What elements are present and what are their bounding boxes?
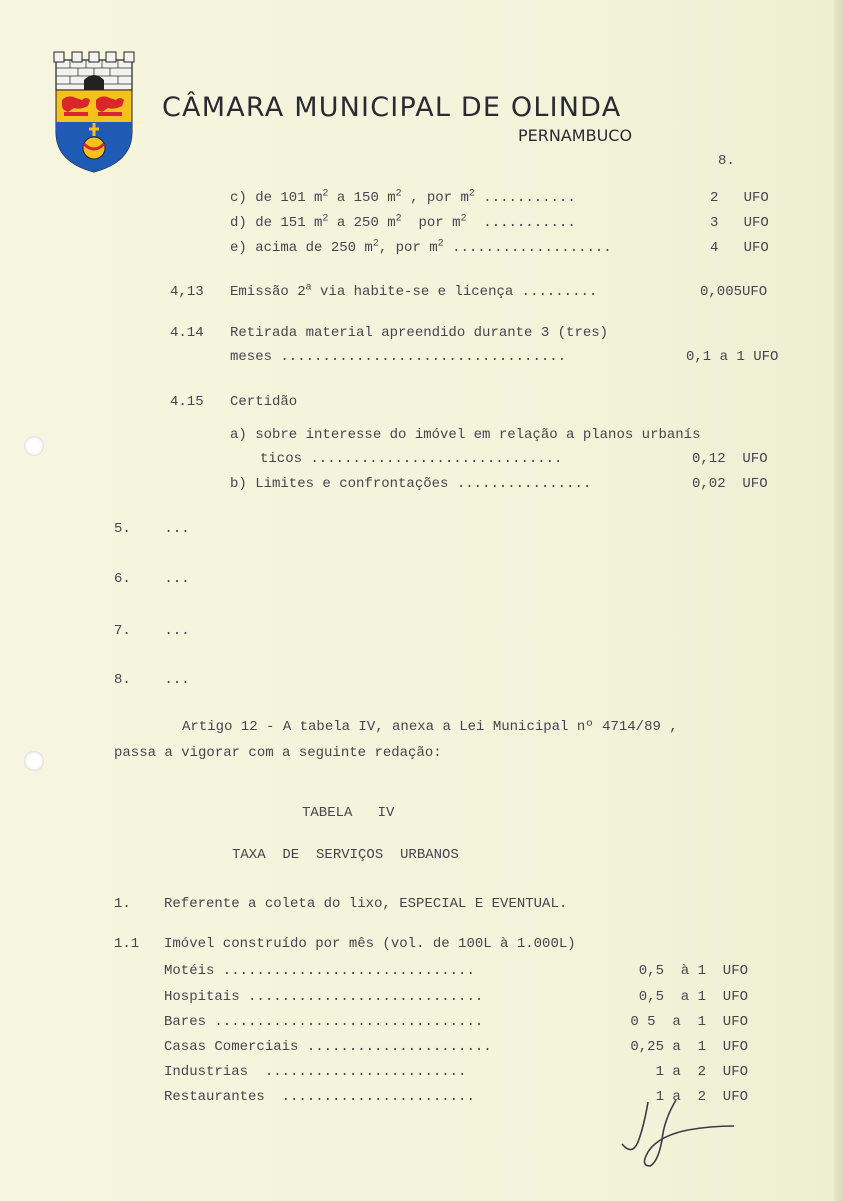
castle-tower-icon	[54, 52, 134, 90]
item-4-15-text: Certidão	[230, 394, 298, 410]
page-subtitle: PERNAMBUCO	[518, 126, 633, 145]
punch-hole-top	[24, 436, 44, 456]
fee-item-value: 0,25 a 1 UFO	[630, 1039, 748, 1055]
handwritten-signature	[618, 1096, 738, 1176]
item-4-15-a: a) sobre interesse do imóvel em relação a planos urbanís	[230, 427, 701, 443]
fee-item-name: Industrias ........................	[164, 1064, 467, 1080]
line-d: d) de 151 $m^2$ a 250 $m^2$ por $m^2$ ...........	[230, 213, 576, 231]
fee-item-name: Bares ................................	[164, 1014, 484, 1030]
section-8: 8. ...	[114, 672, 190, 688]
line-e: e) acima de 250 $m^2$, por $m^2$ ...................	[230, 238, 612, 256]
olinda-coat-of-arms	[50, 50, 138, 174]
fee-item-name: Casas Comerciais ......................	[164, 1039, 492, 1055]
page-edge	[834, 0, 844, 1201]
item-1-1-number: 1.1	[114, 936, 140, 952]
fee-item-value: 0 5 a 1 UFO	[630, 1014, 748, 1030]
item-1-text: Referente a coleta do lixo, ESPECIAL E EVENTUAL.	[164, 896, 568, 912]
item-4-15-b-value: 0,02 UFO	[692, 476, 768, 492]
section-5: 5. ...	[114, 521, 190, 537]
fee-item-name: Motéis ..............................	[164, 963, 475, 979]
article-12-line2: passa a vigorar com a seguinte redação:	[114, 745, 442, 761]
item-4-15-a-cont: ticos ..............................	[260, 451, 563, 467]
page-number: 8.	[718, 153, 735, 169]
section-6: 6. ...	[114, 571, 190, 587]
item-4-15-b: b) Limites e confrontações ................	[230, 476, 592, 492]
fee-item-name: Restaurantes .......................	[164, 1089, 475, 1105]
punch-hole-bottom	[24, 751, 44, 771]
table-subtitle: TAXA DE SERVIÇOS URBANOS	[232, 847, 459, 863]
article-12-line1: Artigo 12 - A tabela IV, anexa a Lei Municipal nº 4714/89 ,	[182, 719, 678, 735]
line-e-value: 4 UFO	[710, 240, 769, 256]
item-4-15-a-value: 0,12 UFO	[692, 451, 768, 467]
item-4-14-text-cont: meses ..................................	[230, 349, 567, 365]
section-7: 7. ...	[114, 623, 190, 639]
fee-item-value: 1 a 2 UFO	[655, 1089, 748, 1105]
fee-item-value: 0,5 à 1 UFO	[638, 963, 748, 979]
item-4-14-text: Retirada material apreendido durante 3 (tres)	[230, 325, 609, 341]
line-d-value: 3 UFO	[710, 215, 769, 231]
item-4-13-number: 4,13	[170, 284, 204, 300]
item-4-13-value: 0,005UFO	[700, 284, 768, 300]
table-title: TABELA IV	[302, 805, 395, 821]
item-4-14-number: 4.14	[170, 325, 204, 341]
line-c-value: 2 UFO	[710, 190, 769, 206]
fee-item-value: 0,5 a 1 UFO	[638, 989, 748, 1005]
item-1-number: 1.	[114, 896, 131, 912]
fee-item-value: 1 a 2 UFO	[655, 1064, 748, 1080]
page-title: CÂMARA MUNICIPAL DE OLINDA	[162, 92, 622, 123]
item-4-15-number: 4.15	[170, 394, 204, 410]
item-4-14-value: 0,1 a 1 UFO	[686, 349, 779, 365]
item-4-13-text: Emissão 2$^a$ via habite-se e licença .........	[230, 282, 598, 300]
item-1-1-text: Imóvel construído por mês (vol. de 100L à 1.000L)	[164, 936, 576, 952]
line-c: c) de 101 $m^2$ a 150 $m^2$ , por $m^2$ ...........	[230, 188, 576, 206]
fee-item-name: Hospitais ............................	[164, 989, 484, 1005]
